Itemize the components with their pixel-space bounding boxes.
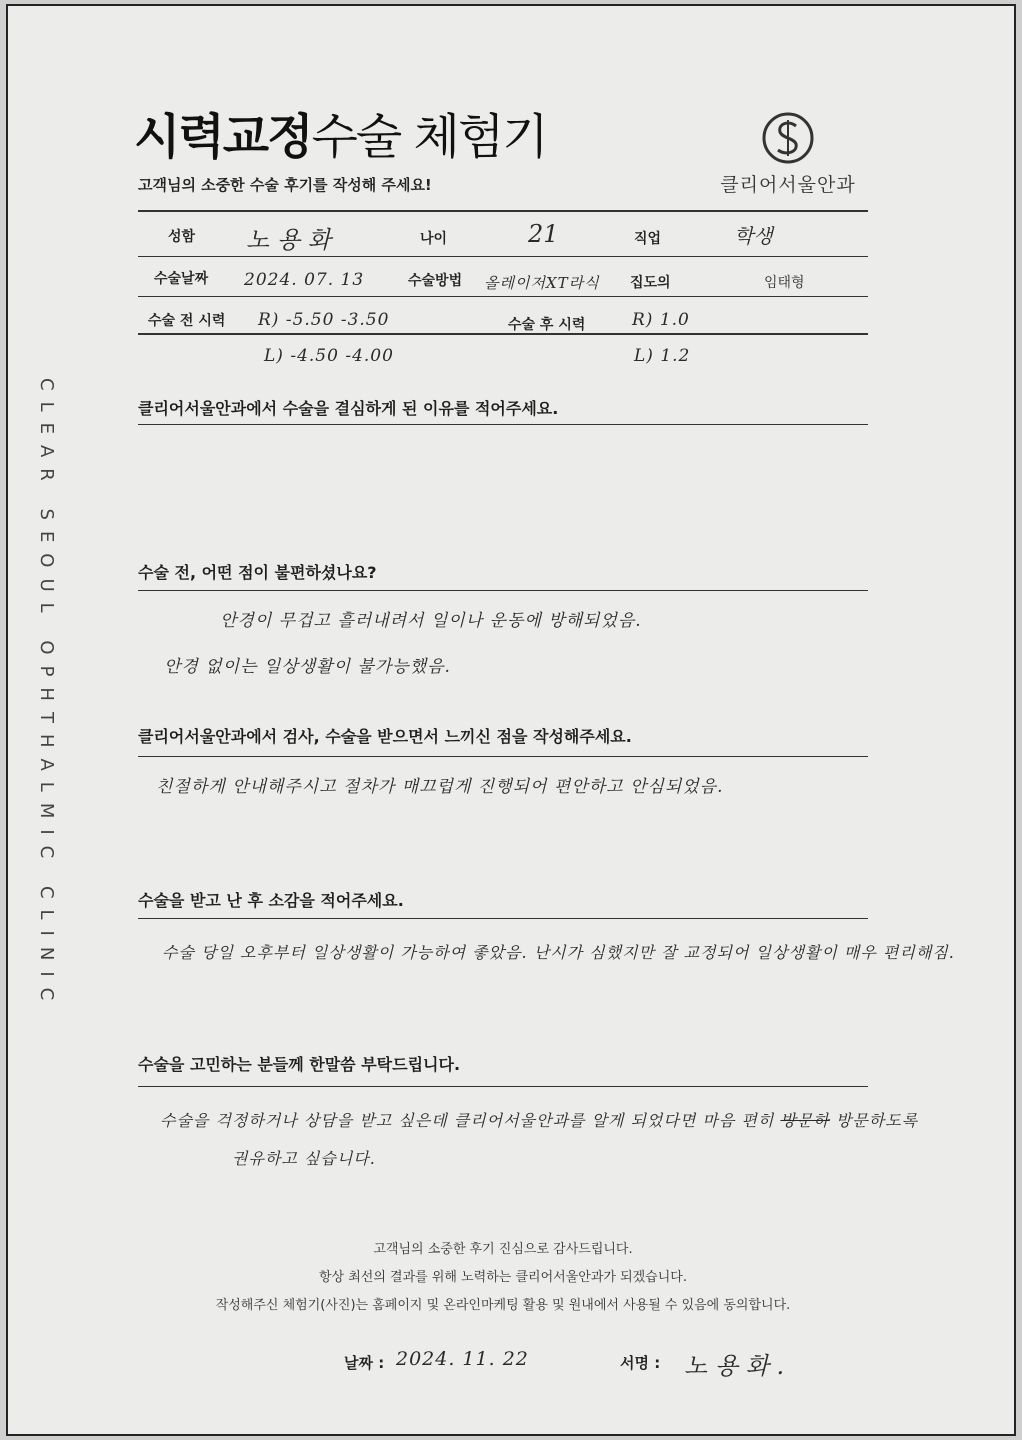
answer-feelings-line1: 수술 당일 오후부터 일상생활이 가능하여 좋았음. 난시가 심했지만 잘 교정되어 일상생활이 매우 편리해짐. <box>162 943 955 962</box>
name-value: 노 용 화 <box>246 226 331 254</box>
post-vision-right: R) 1.0 <box>632 310 690 330</box>
answer-advice-line2: 권유하고 싶습니다. <box>232 1149 376 1168</box>
surgeon-label: 집도의 <box>630 275 671 291</box>
date-value: 2024. 11. 22 <box>396 1348 529 1370</box>
age-value: 21 <box>528 220 559 248</box>
surgery-method-value: 올레이저XT라식 <box>484 274 600 292</box>
question-underline <box>138 1086 868 1087</box>
footer-promise: 항상 최선의 결과를 위해 노력하는 클리어서울안과가 되겠습니다. <box>319 1270 687 1285</box>
question-underline <box>138 424 868 425</box>
pre-vision-left: L) -4.50 -4.00 <box>264 346 394 366</box>
name-label: 성함 <box>168 229 196 245</box>
question-impression: 클리어서울안과에서 검사, 수술을 받으면서 느끼신 점을 작성해주세요. <box>138 727 632 746</box>
table-row-divider <box>138 296 868 297</box>
answer-discomfort-line1: 안경이 무겁고 흘러내려서 일이나 운동에 방해되었음. <box>220 611 642 631</box>
question-feelings: 수술을 받고 난 후 소감을 적어주세요. <box>138 891 404 910</box>
job-label: 직업 <box>634 231 662 247</box>
clinic-logo <box>708 110 868 197</box>
pre-vision-right: R) -5.50 -3.50 <box>258 310 390 330</box>
surgeon-value: 임태형 <box>764 275 805 291</box>
page-subtitle: 고객님의 소중한 수술 후기를 작성해 주세요! <box>138 176 432 194</box>
age-label: 나이 <box>420 231 448 247</box>
question-advice: 수술을 고민하는 분들께 한말씀 부탁드립니다. <box>138 1055 461 1074</box>
footer-thanks: 고객님의 소중한 후기 진심으로 감사드립니다. <box>373 1242 633 1257</box>
post-vision-label: 수술 후 시력 <box>508 317 586 333</box>
surgery-method-label: 수술방법 <box>408 273 463 289</box>
question-underline <box>138 590 868 591</box>
post-vision-left: L) 1.2 <box>634 346 691 366</box>
side-vertical-text: CLEAR SEOUL OPHTHALMIC CLINIC <box>36 378 57 1012</box>
clinic-logo-icon <box>760 110 816 166</box>
table-row-divider <box>138 333 868 335</box>
signature-value: 노 용 화 . <box>684 1352 785 1380</box>
surgery-date-label: 수술날짜 <box>154 271 209 287</box>
signature-label: 서명 : <box>620 1354 661 1372</box>
table-row-divider <box>138 256 868 257</box>
date-label: 날짜 : <box>344 1354 385 1372</box>
question-underline <box>138 918 868 919</box>
clinic-logo-name: 클리어서울안과 <box>720 174 856 196</box>
question-discomfort: 수술 전, 어떤 점이 불편하셨나요? <box>138 563 377 582</box>
question-reason: 클리어서울안과에서 수술을 결심하게 된 이유를 적어주세요. <box>138 399 559 418</box>
pre-vision-label: 수술 전 시력 <box>148 313 226 329</box>
job-value: 학생 <box>734 224 773 248</box>
answer-advice-line1: 수술을 걱정하거나 상담을 받고 싶은데 클리어서울안과를 알게 되었다면 마음 편히 방문하 방문하도록 <box>160 1111 919 1130</box>
surgery-date-value: 2024. 07. 13 <box>244 270 365 290</box>
review-form-paper <box>6 4 1016 1436</box>
question-underline <box>138 756 868 757</box>
answer-impression-line1: 친절하게 안내해주시고 절차가 매끄럽게 진행되어 편안하고 안심되었음. <box>156 777 724 797</box>
table-top-border <box>138 210 868 212</box>
footer-consent: 작성해주신 체험기(사진)는 홈페이지 및 온라인마케팅 활용 및 원내에서 사용될 수 있음에 동의합니다. <box>215 1298 791 1313</box>
page-title: 시력교정수술 체험기 <box>134 109 547 165</box>
answer-discomfort-line2: 안경 없이는 일상생활이 불가능했음. <box>164 657 451 677</box>
